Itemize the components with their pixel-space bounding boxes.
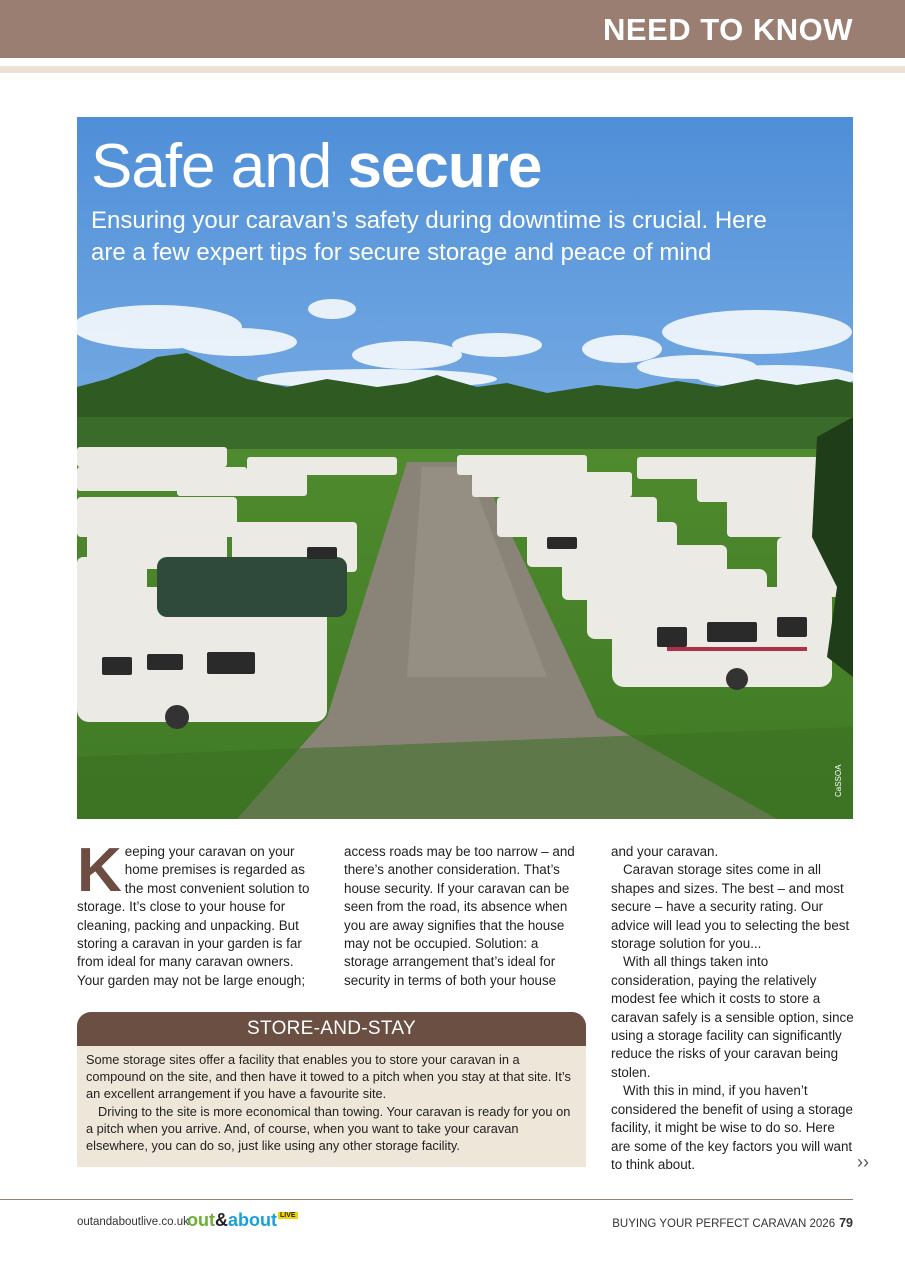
footer-publication	[612, 1216, 853, 1230]
body-paragraph: and your caravan.	[611, 844, 719, 859]
section-header-bar	[0, 0, 905, 58]
boxout-body	[77, 1046, 586, 1154]
hero-photo	[77, 117, 853, 819]
photo-credit: CaSSOA	[834, 764, 843, 797]
body-paragraph: With all things taken into consideration, paying the relatively modest fee which it costs to store a caravan safely is a sensible option, since using a storage facility can significantly reduce the risks of your caravan being stolen.	[611, 954, 854, 1080]
body-column-3	[611, 843, 855, 1174]
live-badge: LIVE	[279, 1212, 296, 1219]
title-bold: secure	[347, 132, 542, 201]
body-paragraph: Caravan storage sites come in all shapes and sizes. The best – and most secure – have a security rating. Our advice will lead you to selecting the best storage solution for you...	[611, 862, 850, 952]
section-label: NEED TO KNOW	[603, 12, 853, 47]
footer-website[interactable]: outandaboutlive.co.uk	[77, 1216, 189, 1228]
body-paragraph: access roads may be too narrow – and there’s another consideration. That’s house security. If your caravan can be seen from the road, its absence when you are away signifies that the house may not be occupied. Solution: a storage arrangement that’s ideal for security in terms of both your house	[344, 844, 575, 988]
out-and-about-logo: out&about LIVE	[187, 1210, 296, 1230]
publication-title: BUYING YOUR PERFECT CARAVAN 2026	[612, 1218, 836, 1230]
footer-rule	[0, 1199, 853, 1200]
body-paragraph: Keeping your caravan on your home premises is regarded as the most convenient solution to storage. It’s close to your house for cleaning, packing and unpacking. But storing a caravan in your garden is far from ideal for many caravan owners. Your garden may not be large enough;	[77, 836, 310, 988]
boxout-heading: STORE-AND-STAY	[77, 1012, 586, 1046]
header-rule	[0, 66, 905, 73]
store-and-stay-boxout	[77, 1012, 586, 1167]
body-column-2	[344, 843, 586, 990]
title-light: Safe and	[91, 132, 332, 201]
article-title	[91, 129, 541, 205]
boxout-paragraph: Driving to the site is more economical than towing. Your caravan is ready for you on a pitch when you arrive. And, of course, when you want to take your caravan elsewhere, you can do so, just like using any other storage facility.	[86, 1103, 571, 1154]
drop-cap: K	[77, 836, 122, 905]
body-column-1	[77, 836, 317, 990]
page-number: 79	[839, 1216, 853, 1230]
body-paragraph: With this in mind, if you haven’t considered the benefit of using a storage facility, it might be wise to do so. Here are some of the key factors you will want to think about.	[611, 1083, 853, 1172]
boxout-paragraph: Some storage sites offer a facility that enables you to store your caravan in a compound on the site, and then have it towed to a pitch when you stay at that site. It’s an excellent arrangement if you have a favourite site.	[86, 1052, 571, 1102]
article-standfirst: Ensuring your caravan’s safety during downtime is crucial. Here are a few expert tips for secure storage and peace of mind	[91, 207, 767, 266]
continue-arrow-icon: ››	[857, 1152, 869, 1172]
